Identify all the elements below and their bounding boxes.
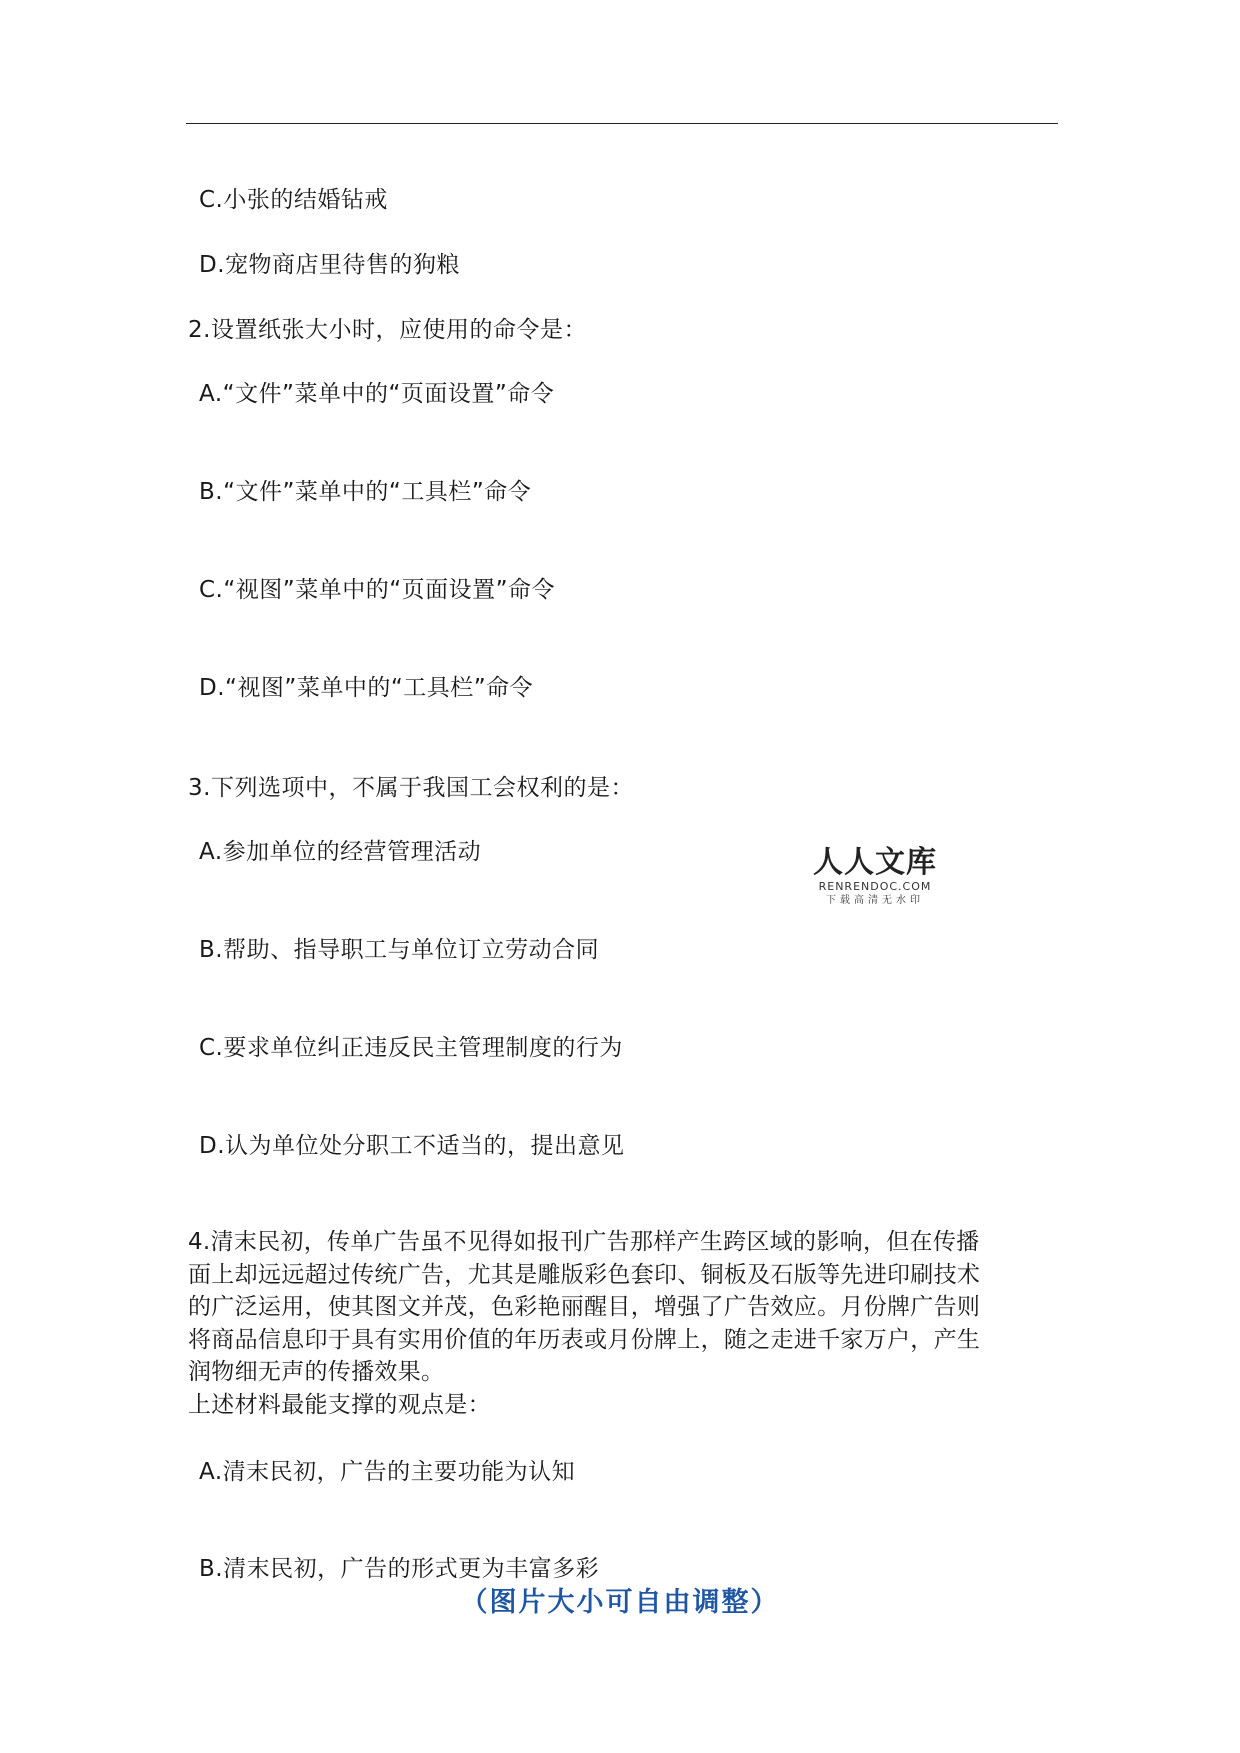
watermark-url: RENRENDOC.COM (818, 880, 932, 893)
q4-question-line: 上述材料最能支撑的观点是： (188, 1391, 491, 1418)
q4-stem-line: 润物细无声的传播效果。 (188, 1359, 445, 1385)
q3-option-b: B.帮助、指导职工与单位订立劳动合同 (199, 937, 600, 963)
q4-option-a: A.清末民初，广告的主要功能为认知 (199, 1459, 576, 1485)
watermark-subtitle: 下载高清无水印 (826, 895, 924, 906)
q4-stem (188, 1226, 1048, 1421)
q3-option-a: A.参加单位的经营管理活动 (199, 839, 482, 865)
watermark-logo (810, 846, 940, 907)
q3-stem: 3.下列选项中，不属于我国工会权利的是： (188, 775, 634, 801)
q3-option-d: D.认为单位处分职工不适当的，提出意见 (199, 1133, 625, 1159)
q4-stem-line: 将商品信息印于具有实用价值的年历表或月份牌上，随之走进千家万户，产生 (188, 1326, 981, 1353)
q1-option-c: C.小张的结婚钻戒 (199, 187, 388, 213)
q2-stem: 2.设置纸张大小时，应使用的命令是： (188, 317, 587, 343)
watermark-title: 人人文库 (813, 845, 937, 880)
q2-option-d: D.“视图”菜单中的“工具栏”命令 (199, 675, 534, 701)
q4-option-b: B.清末民初，广告的形式更为丰富多彩 (199, 1556, 600, 1582)
header-rule (186, 123, 1058, 124)
q2-option-c: C.“视图”菜单中的“页面设置”命令 (199, 577, 556, 603)
q3-option-c: C.要求单位纠正违反民主管理制度的行为 (199, 1035, 623, 1061)
resize-caption: （图片大小可自由调整） (460, 1587, 780, 1618)
q4-stem-line: 面上却远远超过传统广告，尤其是雕版彩色套印、铜板及石版等先进印刷技术 (188, 1261, 981, 1288)
q2-option-b: B.“文件”菜单中的“工具栏”命令 (199, 479, 532, 505)
q4-stem-line: 4.清末民初，传单广告虽不见得如报刊广告那样产生跨区域的影响，但在传播 (188, 1229, 980, 1255)
q2-option-a: A.“文件”菜单中的“页面设置”命令 (199, 381, 555, 407)
q1-option-d: D.宠物商店里待售的狗粮 (199, 252, 461, 278)
q4-stem-line: 的广泛运用，使其图文并茂，色彩艳丽醒目，增强了广告效应。月份牌广告则 (188, 1294, 981, 1320)
